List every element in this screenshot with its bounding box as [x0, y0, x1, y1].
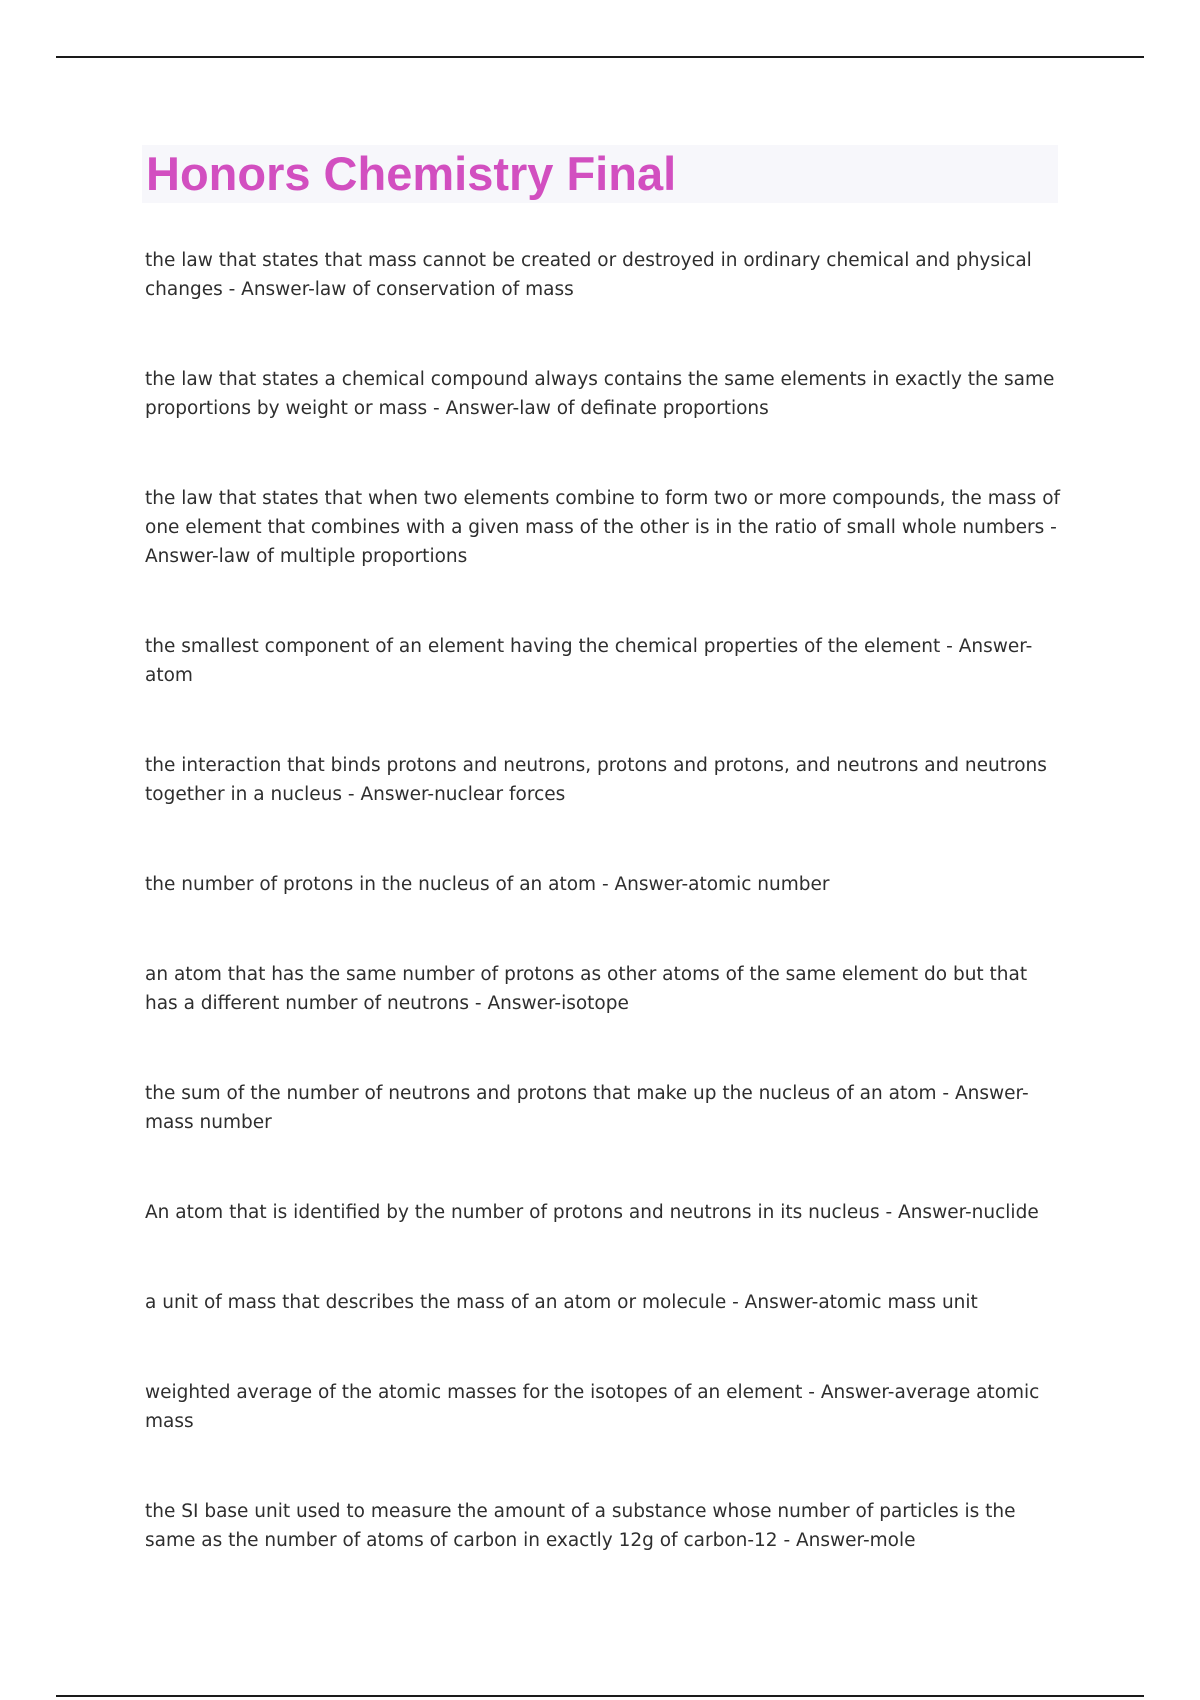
qa-entry: the smallest component of an element having the chemical properties of the element - Answer-atom	[145, 636, 1033, 686]
qa-list	[145, 246, 1063, 1555]
qa-entry: the law that states that when two elements combine to form two or more compounds, the mass of one element that combines with a given mass of the other is in the ratio of small whole numbers - Answer-law of multiple proportions	[145, 488, 1061, 567]
qa-entry: the sum of the number of neutrons and protons that make up the nucleus of an atom - Answer-mass number	[145, 1083, 1029, 1133]
header-rule	[56, 56, 1144, 58]
qa-entry: a unit of mass that describes the mass of an atom or molecule - Answer-atomic mass unit	[145, 1292, 978, 1313]
page-title: Honors Chemistry Final	[146, 147, 677, 200]
qa-entry: the number of protons in the nucleus of an atom - Answer-atomic number	[145, 874, 830, 895]
qa-entry: an atom that has the same number of protons as other atoms of the same element do but that has a different number of neutrons - Answer-isotope	[145, 964, 1028, 1014]
qa-entry: An atom that is identified by the number of protons and neutrons in its nucleus - Answer-nuclide	[145, 1202, 1039, 1223]
qa-entry: the law that states a chemical compound always contains the same elements in exactly the same proportions by weight or mass - Answer-law of definate proportions	[145, 369, 1055, 419]
qa-entry: weighted average of the atomic masses for the isotopes of an element - Answer-average atomic mass	[145, 1382, 1040, 1432]
footer-rule	[56, 1695, 1144, 1697]
qa-entry: the SI base unit used to measure the amount of a substance whose number of particles is the same as the number of atoms of carbon in exactly 12g of carbon-12 - Answer-mole	[145, 1501, 1016, 1551]
qa-entry: the interaction that binds protons and neutrons, protons and protons, and neutrons and neutrons together in a nucleus - Answer-nuclear forces	[145, 755, 1047, 805]
qa-entry: the law that states that mass cannot be created or destroyed in ordinary chemical and physical changes - Answer-law of conservation of mass	[145, 250, 1032, 300]
